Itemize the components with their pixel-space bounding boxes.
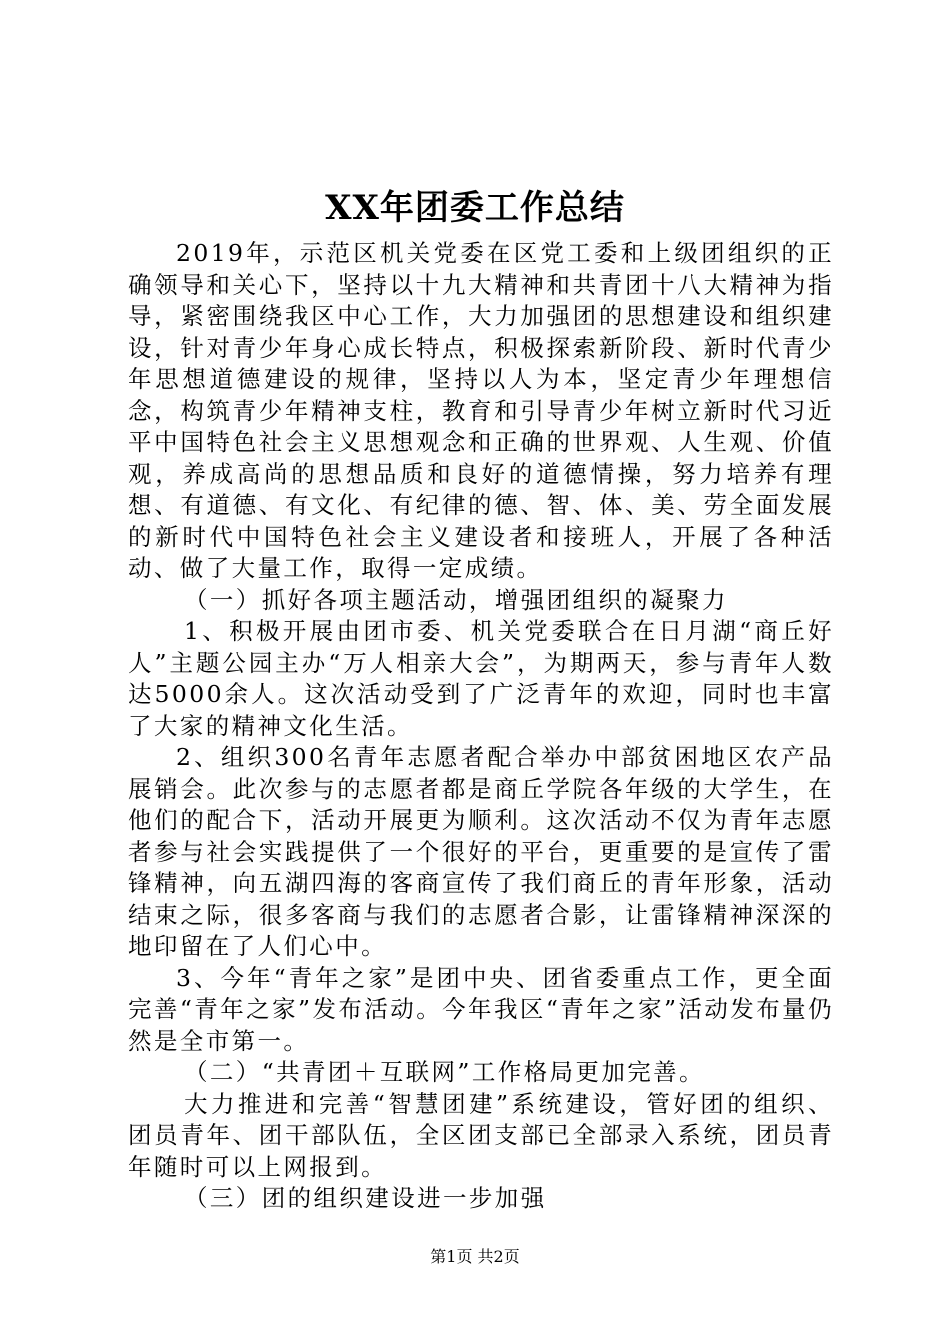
section-2-paragraph: 大力推进和完善“智慧团建”系统建设，管好团的组织、团员青年、团干部队伍，全区团支部已全部录入系统，团员青年随时可以上网报到。: [128, 1089, 834, 1181]
document-body: [128, 238, 834, 1215]
item-paragraph-3: 3、今年“青年之家”是团中央、团省委重点工作，更全面完善“青年之家”发布活动。今年我区“青年之家”活动发布量仍然是全市第一。: [128, 963, 834, 1055]
item-paragraph-2: 2、组织300名青年志愿者配合举办中部贫困地区农产品展销会。此次参与的志愿者都是商丘学院各年级的大学生，在他们的配合下，活动开展更为顺利。这次活动不仅为青年志愿者参与社会实践提供了一个很好的平台，更重要的是宣传了雷锋精神，向五湖四海的客商宣传了我们商丘的青年形象，活动结束之际，很多客商与我们的志愿者合影，让雷锋精神深深的地印留在了人们心中。: [128, 743, 834, 960]
section-heading-3: （三）团的组织建设进一步加强: [184, 1184, 547, 1212]
page-title: XX年团委工作总结: [325, 188, 625, 228]
item-paragraph-1: 1、积极开展由团市委、机关党委联合在日月湖“商丘好人”主题公园主办“万人相亲大会”，为期两天，参与青年人数达5000余人。这次活动受到了广泛青年的欢迎，同时也丰富了大家的精神文化生活。: [128, 617, 834, 740]
section-heading-1: （一）抓好各项主题活动，增强团组织的凝聚力: [184, 585, 728, 614]
intro-paragraph: 2019年，示范区机关党委在区党工委和上级团组织的正确领导和关心下，坚持以十九大精神和共青团十八大精神为指导，紧密围绕我区中心工作，大力加强团的思想建设和组织建设，针对青少年身心成长特点，积极探索新阶段、新时代青少年思想道德建设的规律，坚持以人为本，坚定青少年理想信念，构筑青少年精神支柱，教育和引导青少年树立新时代习近平中国特色社会主义思想观念和正确的世界观、人生观、价值观，养成高尚的思想品质和良好的道德情操，努力培养有理想、有道德、有文化、有纪律的德、智、体、美、劳全面发展的新时代中国特色社会主义建设者和接班人，开展了各种活动、做了大量工作，取得一定成绩。: [128, 239, 834, 582]
page-number: 第1页 共2页: [430, 1247, 520, 1266]
section-heading-2: （二）“共青团＋互联网”工作格局更加完善。: [184, 1058, 705, 1086]
